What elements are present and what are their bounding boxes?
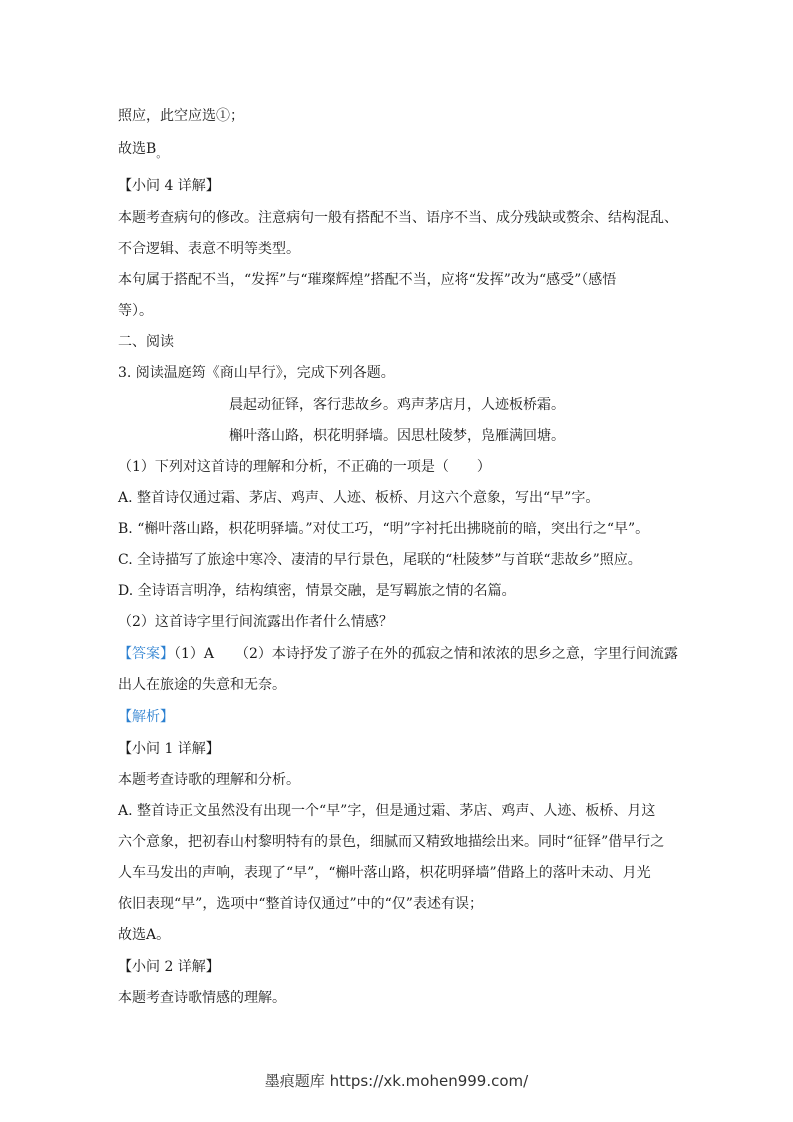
answer-line (118, 646, 678, 662)
section-heading: 【小问 4 详解】 (118, 178, 220, 194)
text-line: 出人在旅途的失意和无奈。 (118, 677, 286, 693)
option-c: C. 全诗描写了旅途中寒冷、凄清的早行景色，尾联的“杜陵梦”与首联“悲故乡”照应。 (118, 552, 642, 568)
question-line: （2）这首诗字里行间流露出作者什么情感？ (118, 614, 393, 630)
text-span: 故选 (118, 141, 146, 157)
text-span: 。 (156, 147, 168, 160)
question-stem: 3. 阅读温庭筠《商山早行》，完成下列各题。 (118, 365, 395, 381)
answer-tag: 【答案】 (118, 646, 174, 662)
text-line (118, 141, 678, 158)
text-line: A. 整首诗正文虽然没有出现一个“早”字，但是通过霜、茅店、鸡声、人迹、板桥、月这 (118, 803, 656, 819)
poem-line: 晨起动征铎，客行悲故乡。鸡声茅店月，人迹板桥霜。 (229, 397, 565, 413)
option-d: D. 全诗语言明净，结构缜密，情景交融，是写羁旅之情的名篇。 (118, 583, 516, 599)
text-line: 本题考查诗歌的理解和分析。 (118, 772, 300, 788)
answer-text: （1）A （2）本诗抒发了游子在外的孤寂之情和浓浓的思乡之意，字里行间流露 (174, 646, 678, 662)
option-b: B. “槲叶落山路，枳花明驿墙。”对仗工巧，“明”字衬托出拂晓前的暗，突出行之“早”。 (118, 521, 650, 537)
footer-watermark: 墨痕题库 https://xk.mohen999.com/ (264, 1072, 529, 1090)
text-line: 故选A。 (118, 927, 171, 943)
text-line: 依旧表现“早”，选项中“整首诗仅通过”中的“仅”表述有误； (118, 896, 483, 912)
section-heading: 二、阅读 (118, 334, 174, 350)
text-span: B (146, 141, 157, 157)
text-line: 照应，此空应选①； (118, 108, 244, 124)
text-line: 本题考查诗歌情感的理解。 (118, 990, 286, 1006)
text-line: 本句属于搭配不当，“发挥”与“璀璨辉煌”搭配不当，应将“发挥”改为“感受”（感悟 (118, 272, 617, 288)
text-line: 不合逻辑、表意不明等类型。 (118, 241, 300, 257)
analysis-tag: 【解析】 (118, 709, 174, 725)
text-line: 等）。 (118, 303, 153, 319)
text-line: 本题考查病句的修改。注意病句一般有搭配不当、语序不当、成分残缺或赘余、结构混乱、 (118, 210, 678, 226)
option-a: A. 整首诗仅通过霜、茅店、鸡声、人迹、板桥、月这六个意象，写出“早”字。 (118, 490, 600, 506)
section-heading: 【小问 2 详解】 (118, 959, 220, 975)
text-line: 六个意象，把初春山村黎明特有的景色，细腻而又精致地描绘出来。同时“征铎”借早行之 (118, 834, 665, 850)
text-line: 人车马发出的声响，表现了“早”，“槲叶落山路，枳花明驿墙”借路上的落叶未动、月光 (118, 865, 651, 881)
section-heading: 【小问 1 详解】 (118, 741, 220, 757)
question-line: （1）下列对这首诗的理解和分析，不正确的一项是（ ） (118, 459, 491, 475)
poem-line: 槲叶落山路，枳花明驿墙。因思杜陵梦，凫雁满回塘。 (229, 428, 565, 444)
